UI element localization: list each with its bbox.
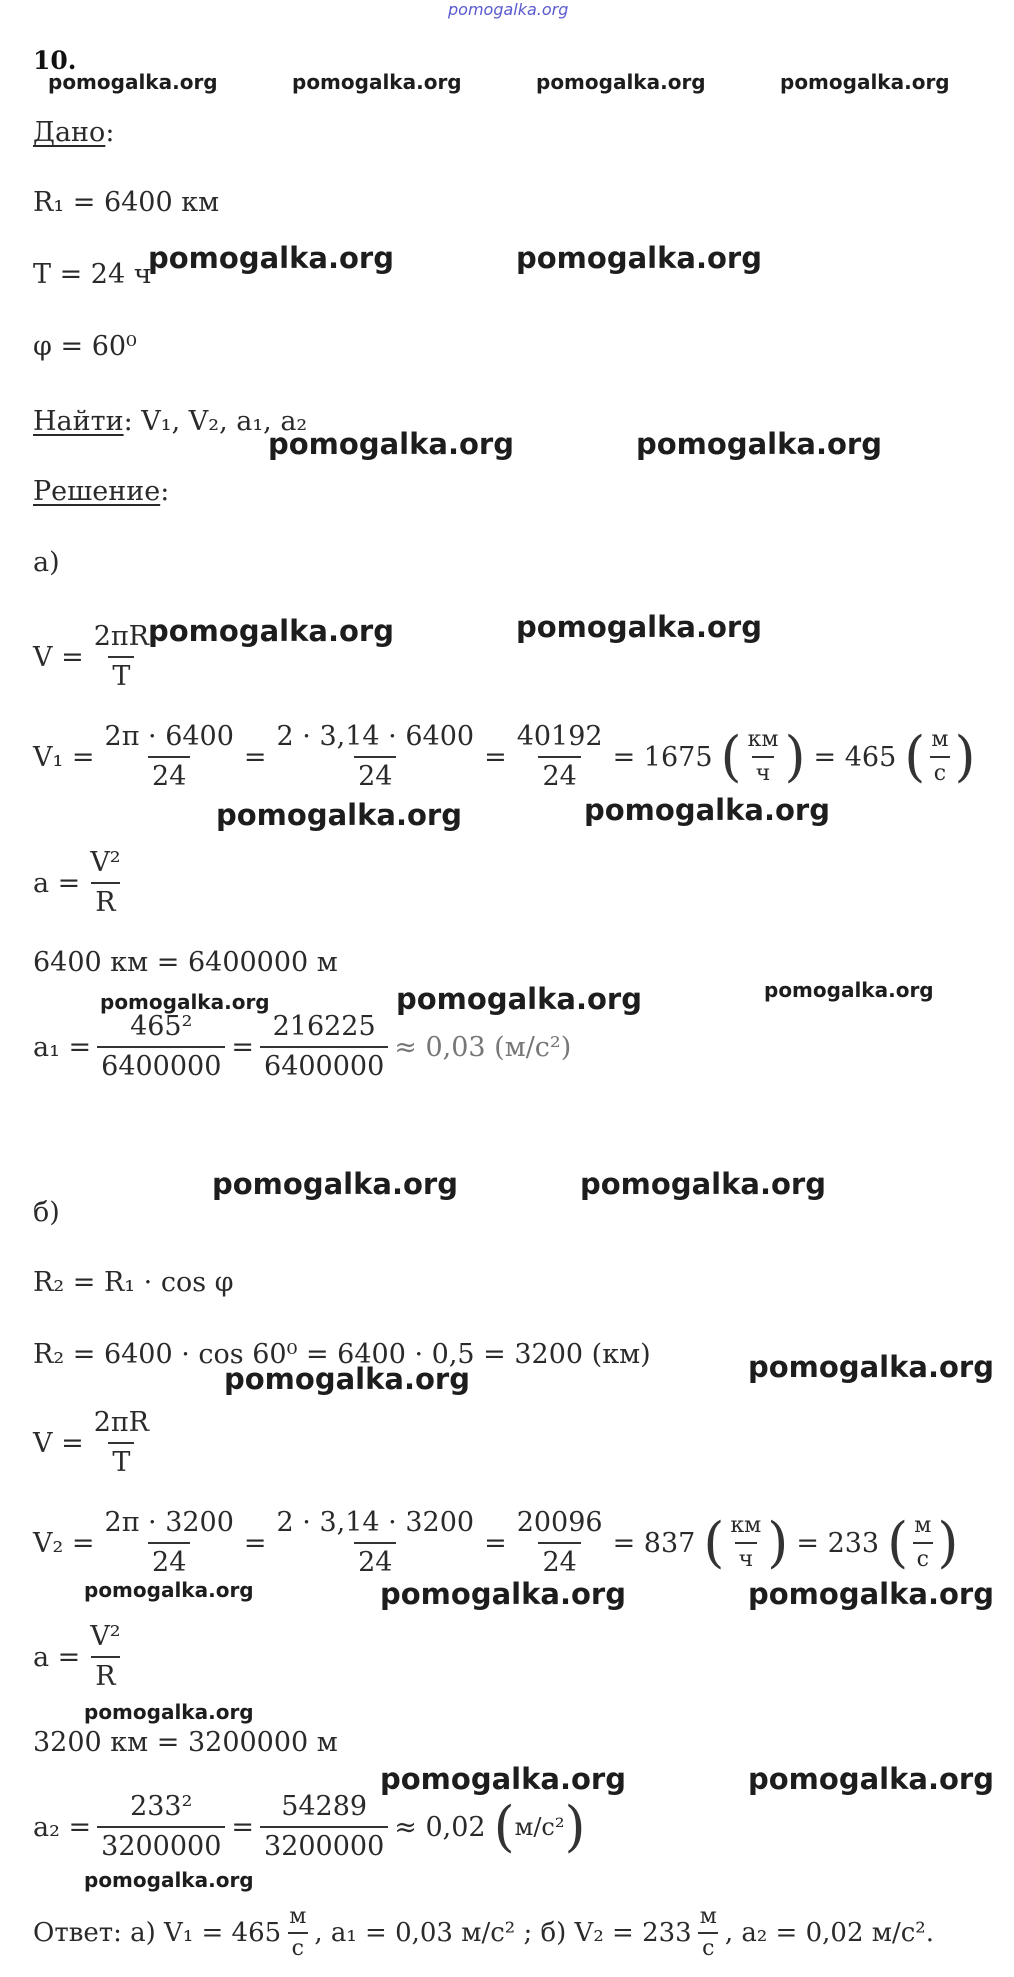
fraction	[260, 1012, 388, 1082]
watermark: pomogalka.org	[780, 70, 950, 94]
a-formula-b	[33, 1622, 131, 1692]
unit-kmh: ( $\frac{км}{ч}$ )	[720, 725, 806, 788]
watermark: pomogalka.org	[748, 1577, 994, 1611]
watermark: pomogalka.org	[148, 241, 394, 275]
part-a-label: а)	[33, 547, 60, 578]
unit-denominator: с	[288, 1932, 308, 1960]
v1-lhs: V₁ =	[33, 741, 95, 773]
watermark: pomogalka.org	[292, 70, 462, 94]
unit-numerator: м	[931, 727, 949, 752]
fraction	[97, 1792, 225, 1862]
answer-mid: , a₁ = 0,03 м/с² ; б) V₂ = 233	[314, 1918, 692, 1948]
unit-denominator: с	[698, 1932, 718, 1960]
fraction	[97, 1012, 225, 1082]
watermark: pomogalka.org	[396, 982, 642, 1016]
fraction	[101, 722, 238, 792]
fraction	[273, 1508, 479, 1578]
watermark: pomogalka.org	[380, 1762, 626, 1796]
fraction	[273, 722, 479, 792]
numerator: 2π · 6400	[104, 721, 234, 752]
numerator: 2 · 3,14 · 3200	[276, 1507, 475, 1538]
answer-end: , a₂ = 0,02 м/с².	[724, 1918, 934, 1948]
denominator: T	[108, 656, 134, 692]
a1-result: ≈ 0,03 (м/с²)	[394, 1031, 572, 1063]
v2-lhs: V₂ =	[33, 1527, 95, 1559]
v-formula-a	[33, 622, 159, 692]
watermark: pomogalka.org	[48, 70, 218, 94]
fraction	[260, 1792, 388, 1862]
numerator: 216225	[272, 1011, 376, 1042]
a1-lhs: a₁ =	[33, 1031, 92, 1063]
watermark: pomogalka.org	[580, 1167, 826, 1201]
find-values: : V₁, V₂, a₁, a₂	[123, 406, 308, 437]
numerator: 54289	[281, 1791, 368, 1822]
denominator: 24	[148, 756, 190, 792]
solution-label: Решение	[33, 476, 161, 507]
find-label: Найти	[33, 406, 124, 437]
unit-kmh: ( $\frac{км}{ч}$ )	[703, 1511, 789, 1574]
v2-equation: V₂ = $\frac{2\pi \cdot 3200}{24}$ = $\frac{2 \cdot 3,14 \cdot 3200}{24}$ = $\frac{20096}{24}$ = 837 ( $\frac{км}{ч}$ ) = 233 ( $\frac{м}{с}$ )	[33, 1507, 959, 1578]
numerator: 2π · 3200	[104, 1507, 234, 1538]
watermark: pomogalka.org	[84, 1700, 254, 1724]
unit-numerator: м	[289, 1904, 307, 1929]
answer-unit-1	[285, 1906, 310, 1960]
denominator: R	[91, 1656, 119, 1692]
v1-result-kmh: = 1675	[612, 741, 713, 773]
watermark: pomogalka.org	[516, 610, 762, 644]
unit-numerator: м	[914, 1513, 932, 1538]
denominator: 3200000	[97, 1826, 225, 1862]
watermark: pomogalka.org	[764, 978, 934, 1002]
unit-numerator: м	[699, 1904, 717, 1929]
numerator: 233²	[130, 1791, 193, 1822]
watermark: pomogalka.org	[84, 1868, 254, 1892]
part-b-label: б)	[33, 1197, 60, 1228]
v2-result-kmh: = 837	[612, 1527, 696, 1559]
a1-equation: a₁ = $\frac{\text{465²}}{6400000}$ = $\frac{216225}{6400000}$ ≈ 0,03 (м/с²)	[33, 1011, 572, 1082]
watermark: pomogalka.org	[216, 798, 462, 832]
a-formula-a	[33, 848, 131, 918]
denominator: 3200000	[260, 1826, 388, 1862]
given-latitude: φ = 60⁰	[33, 331, 137, 362]
fraction	[513, 1508, 607, 1578]
fraction	[86, 848, 124, 918]
unit-numerator: км	[747, 727, 779, 752]
given-label: Дано	[33, 117, 106, 148]
fraction	[86, 1622, 124, 1692]
a2-lhs: a₂ =	[33, 1811, 92, 1843]
denominator: 6400000	[97, 1046, 225, 1082]
numerator: 465²	[130, 1011, 193, 1042]
fraction	[101, 1508, 238, 1578]
watermark: pomogalka.org	[748, 1762, 994, 1796]
numerator: 2πR	[93, 1407, 149, 1438]
watermark: pomogalka.org	[100, 990, 270, 1014]
unit-ms: ( $\frac{м}{с}$ )	[904, 725, 976, 788]
watermark: pomogalka.org	[516, 241, 762, 275]
v2-result-ms: = 233	[796, 1527, 880, 1559]
watermark: pomogalka.org	[148, 614, 394, 648]
numerator: 40192	[516, 721, 603, 752]
r2-calculation: R₂ = 6400 · cos 60⁰ = 6400 · 0,5 = 3200 (км)	[33, 1339, 651, 1370]
denominator: R	[91, 882, 119, 918]
watermark: pomogalka.org	[380, 1577, 626, 1611]
a-formula-lhs: a =	[33, 1641, 81, 1673]
watermark: pomogalka.org	[224, 1362, 470, 1396]
unit-denominator: с	[913, 1542, 933, 1572]
v1-result-ms: = 465	[813, 741, 897, 773]
watermark: pomogalka.org	[536, 70, 706, 94]
unit-denominator: ч	[752, 756, 775, 786]
watermark: pomogalka.org	[748, 1350, 994, 1384]
r2-formula: R₂ = R₁ · cos φ	[33, 1267, 234, 1298]
problem-number: 10.	[33, 46, 77, 75]
watermark-top[interactable]: pomogalka.org	[448, 0, 569, 19]
find-line	[33, 405, 307, 439]
numerator: 2 · 3,14 · 6400	[276, 721, 475, 752]
numerator: V²	[90, 1621, 121, 1652]
conversion-1: 6400 км = 6400000 м	[33, 947, 338, 978]
unit-ms2: ( м/с² )	[493, 1795, 586, 1858]
denominator: 24	[354, 756, 396, 792]
v1-equation: V₁ = $\frac{2\pi \cdot 6400}{24}$ = $\frac{2 \cdot 3,14 \cdot 6400}{24}$ = $\frac{40192}{24}$ = 1675 ( $\frac{км}{ч}$ ) = 465 ( $\frac{м}{с}$ )	[33, 721, 976, 792]
fraction	[90, 622, 153, 692]
given-period: T = 24 ч	[33, 259, 152, 290]
v-formula-lhs: V =	[33, 1427, 84, 1459]
denominator: 24	[538, 756, 580, 792]
numerator: 2πR	[93, 621, 149, 652]
a2-equation: a₂ = $\frac{\text{233²}}{3200000}$ = $\frac{54289}{3200000}$ ≈ 0,02 ( м/с² )	[33, 1791, 586, 1862]
v-formula-lhs: V =	[33, 641, 84, 673]
given-r1: R₁ = 6400 км	[33, 187, 220, 218]
numerator: V²	[90, 847, 121, 878]
fraction	[513, 722, 607, 792]
solution-heading: Решение:	[33, 476, 170, 507]
unit-denominator: с	[930, 756, 950, 786]
denominator: 24	[148, 1542, 190, 1578]
numerator: 20096	[516, 1507, 603, 1538]
unit-ms: ( $\frac{м}{с}$ )	[887, 1511, 959, 1574]
watermark: pomogalka.org	[636, 427, 882, 461]
watermark: pomogalka.org	[268, 427, 514, 461]
a2-result: ≈ 0,02	[394, 1811, 486, 1843]
unit-denominator: ч	[735, 1542, 758, 1572]
conversion-2: 3200 км = 3200000 м	[33, 1727, 338, 1758]
watermark: pomogalka.org	[212, 1167, 458, 1201]
answer-prefix: Ответ: а) V₁ = 465	[33, 1918, 282, 1948]
unit-numerator: км	[730, 1513, 762, 1538]
answer-line	[33, 1906, 934, 1960]
watermark: pomogalka.org	[84, 1578, 254, 1602]
denominator: T	[108, 1442, 134, 1478]
denominator: 6400000	[260, 1046, 388, 1082]
watermark: pomogalka.org	[584, 793, 830, 827]
given-heading: Дано:	[33, 117, 115, 148]
v-formula-b	[33, 1408, 159, 1478]
a-formula-lhs: a =	[33, 867, 81, 899]
unit-text: м/с²	[514, 1813, 565, 1841]
answer-unit-2	[696, 1906, 721, 1960]
denominator: 24	[538, 1542, 580, 1578]
fraction	[90, 1408, 153, 1478]
denominator: 24	[354, 1542, 396, 1578]
